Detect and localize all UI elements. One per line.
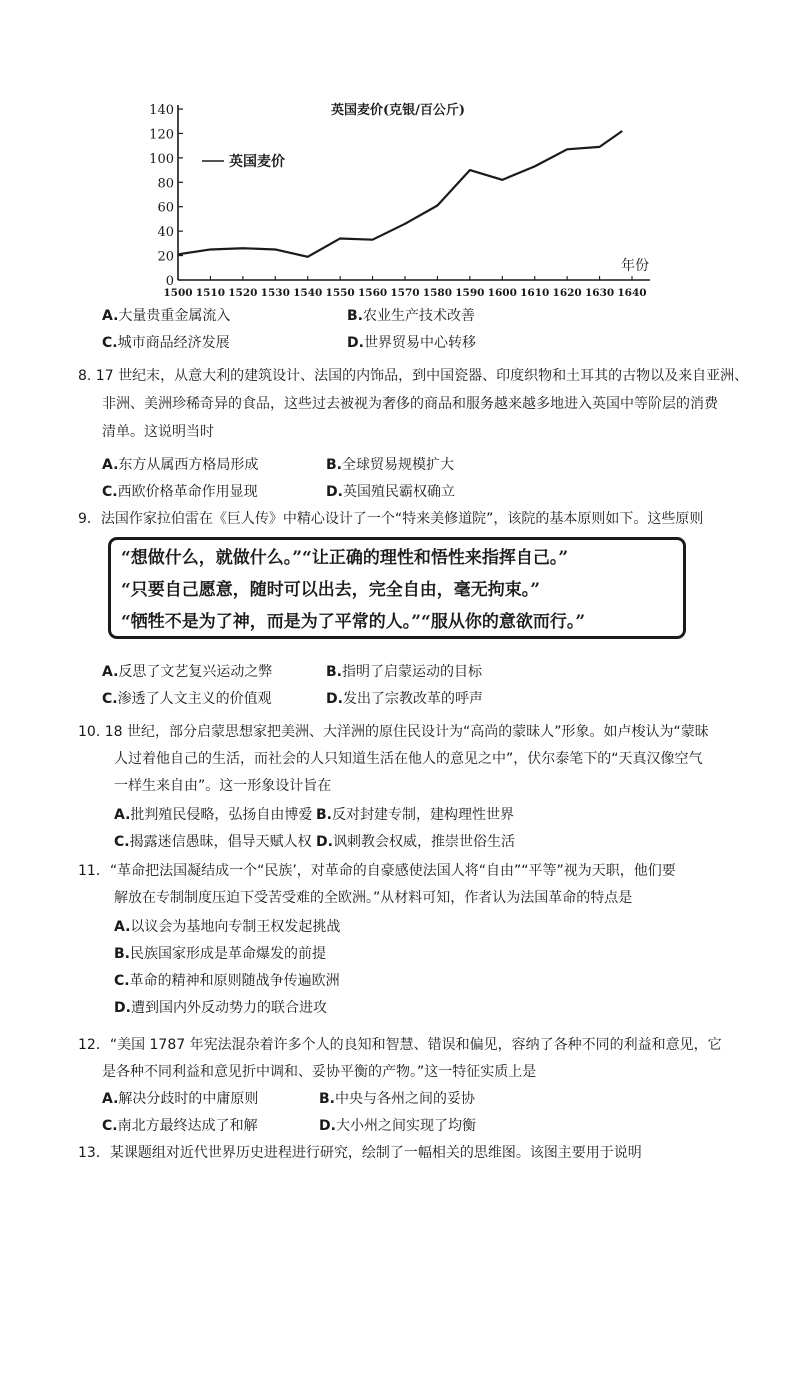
option-text: 反对封建专制，建构理性世界 <box>332 807 514 823</box>
q12-stem-line-1: 12．“美国 1787 年宪法混杂着许多个人的良知和智慧、错误和偏见，容纳了各种不同的利益和意见，它 <box>78 1037 722 1053</box>
q12-option-b[interactable] <box>319 1089 475 1109</box>
q8-option-d[interactable] <box>326 482 455 502</box>
q11-option-d[interactable] <box>114 998 327 1018</box>
x-tick-label: 1550 <box>325 287 355 299</box>
option-label: D. <box>316 834 333 850</box>
q11-stem-line-2: 解放在专制制度压迫下受苦受难的全欧洲。”从材料可知，作者认为法国革命的特点是 <box>114 890 633 906</box>
option-text: 揭露迷信愚昧，倡导天赋人权 <box>129 834 312 850</box>
x-tick-label: 1570 <box>390 287 420 299</box>
q9-quote-line-3: “牺牲不是为了神，而是为了平常的人。”“服从你的意欲而行。” <box>121 612 586 632</box>
option-text: 农业生产技术改善 <box>363 308 475 324</box>
q7-option-b[interactable] <box>347 306 475 326</box>
y-tick-label: 100 <box>149 151 174 167</box>
x-tick-label: 1540 <box>293 287 323 299</box>
option-label: D. <box>114 1000 131 1016</box>
option-text: 全球贸易规模扩大 <box>342 457 454 473</box>
option-text: 英国殖民霸权确立 <box>342 484 455 500</box>
y-tick-label: 140 <box>149 103 174 118</box>
option-label: C. <box>102 691 118 707</box>
q9-stem-line-1: 9．法国作家拉伯雷在《巨人传》中精心设计了一个“特来美修道院”，该院的基本原则如下。这些原则 <box>78 511 704 527</box>
q9-quote-line-1: “想做什么，就做什么。”“让正确的理性和悟性来指挥自己。” <box>121 548 569 568</box>
q11-option-c[interactable] <box>114 971 340 991</box>
q8-stem-line-2: 非洲、美洲珍稀奇异的食品，这些过去被视为奢侈的商品和服务越来越多地进入英国中等阶层的消费 <box>102 396 718 412</box>
q7-option-a[interactable] <box>102 306 230 326</box>
q9-option-d[interactable] <box>326 689 483 709</box>
option-label: B. <box>326 457 342 473</box>
q10-option-a[interactable] <box>114 805 312 825</box>
y-tick-label: 60 <box>157 200 174 216</box>
wheat-price-chart <box>140 95 665 300</box>
chart-title: 英国麦价(克银/百公斤) <box>330 103 466 118</box>
option-text: 城市商品经济发展 <box>117 335 230 351</box>
option-label: C. <box>114 973 130 989</box>
x-tick-label: 1610 <box>520 287 550 299</box>
q10-option-d[interactable] <box>316 832 515 852</box>
q10-stem-line-3: 一样生来自由”。这一形象设计旨在 <box>114 778 332 794</box>
option-text: 南北方最终达成了和解 <box>117 1118 258 1134</box>
option-label: B. <box>347 308 363 324</box>
x-tick-label: 1500 <box>163 287 193 299</box>
y-tick-label: 120 <box>149 127 174 143</box>
option-text: 中央与各州之间的妥协 <box>335 1091 475 1107</box>
y-tick-label: 20 <box>157 249 174 265</box>
option-label: D. <box>347 335 364 351</box>
q10-option-b[interactable] <box>316 805 514 825</box>
option-label: B. <box>319 1091 335 1107</box>
q9-quote-line-2: “只要自己愿意，随时可以出去，完全自由，毫无拘束。” <box>121 580 541 600</box>
x-tick-label: 1510 <box>195 287 226 299</box>
option-text: 解决分歧时的中庸原则 <box>118 1091 259 1107</box>
q13-stem-line-1: 13．某课题组对近代世界历史进程进行研究，绘制了一幅相关的思维图。该图主要用于说明 <box>78 1145 642 1161</box>
q8-stem-line-1: 8. 17 世纪末，从意大利的建筑设计、法国的内饰品，到中国瓷器、印度织物和土耳其的古物以及来自亚洲、 <box>78 368 749 384</box>
series-line-wheat-price <box>178 131 622 257</box>
x-tick-label: 1520 <box>228 287 258 299</box>
q9-quote-box <box>108 537 686 639</box>
option-text: 革命的精神和原则随战争传遍欧洲 <box>129 973 340 989</box>
y-tick-label: 80 <box>157 176 174 192</box>
q7-option-c[interactable] <box>102 333 230 353</box>
q9-option-b[interactable] <box>326 662 482 682</box>
x-tick-label: 1590 <box>455 287 485 299</box>
option-label: A. <box>102 1091 119 1107</box>
q12-option-c[interactable] <box>102 1116 258 1136</box>
option-label: C. <box>114 834 130 850</box>
q10-stem-line-2: 人过着他自己的生活，而社会的人只知道生活在他人的意见之中”，伏尔泰笔下的“天真汉像空气 <box>114 751 703 767</box>
q7-option-d[interactable] <box>347 333 476 353</box>
option-text: 以议会为基地向专制王权发起挑战 <box>130 919 341 935</box>
option-text: 民族国家形成是革命爆发的前提 <box>130 946 326 962</box>
q8-stem-line-3: 清单。这说明当时 <box>102 424 214 440</box>
x-tick-label: 1600 <box>487 287 517 299</box>
q12-stem-line-2: 是各种不同利益和意见折中调和、妥协平衡的产物。”这一特征实质上是 <box>102 1064 537 1080</box>
option-label: B. <box>316 807 332 823</box>
option-text: 世界贸易中心转移 <box>363 335 476 351</box>
option-label: C. <box>102 484 118 500</box>
chart-svg <box>140 95 665 300</box>
x-axis-label: 年份 <box>621 258 649 274</box>
option-label: A. <box>114 807 131 823</box>
x-tick-label: 1620 <box>552 287 582 299</box>
option-label: D. <box>326 691 343 707</box>
q12-option-d[interactable] <box>319 1116 476 1136</box>
q8-option-c[interactable] <box>102 482 258 502</box>
q11-option-a[interactable] <box>114 917 340 937</box>
option-text: 批判殖民侵略，弘扬自由博爱 <box>130 807 313 823</box>
y-tick-label: 0 <box>165 274 174 289</box>
option-text: 遭到国内外反动势力的联合进攻 <box>130 1000 327 1016</box>
option-label: A. <box>102 308 119 324</box>
option-label: D. <box>326 484 343 500</box>
option-label: A. <box>114 919 131 935</box>
q12-option-a[interactable] <box>102 1089 258 1109</box>
q11-stem-line-1: 11．“革命把法国凝结成一个“民族’，对革命的自豪感使法国人将“自由”“平等”视为天职，他们要 <box>78 863 676 879</box>
x-tick-label: 1560 <box>357 287 388 299</box>
option-text: 东方从属西方格局形成 <box>118 457 259 473</box>
legend-label: 英国麦价 <box>229 154 285 170</box>
option-text: 西欧价格革命作用显现 <box>117 484 258 500</box>
option-text: 指明了启蒙运动的目标 <box>342 664 482 680</box>
option-text: 大小州之间实现了均衡 <box>335 1118 476 1134</box>
option-text: 发出了宗教改革的呼声 <box>342 691 483 707</box>
q9-option-a[interactable] <box>102 662 272 682</box>
q8-option-a[interactable] <box>102 455 258 475</box>
option-text: 大量贵重金属流入 <box>118 308 231 324</box>
option-label: A. <box>102 664 119 680</box>
x-tick-label: 1530 <box>260 287 290 299</box>
option-text: 反思了文艺复兴运动之弊 <box>118 664 273 680</box>
y-tick-label: 40 <box>157 225 174 241</box>
q10-stem-line-1: 10. 18 世纪，部分启蒙思想家把美洲、大洋洲的原住民设计为“高尚的蒙昧人”形象。如卢梭认为“蒙昧 <box>78 724 709 740</box>
option-label: D. <box>319 1118 336 1134</box>
q10-option-c[interactable] <box>114 832 312 852</box>
q8-option-b[interactable] <box>326 455 454 475</box>
option-label: B. <box>326 664 342 680</box>
option-label: A. <box>102 457 119 473</box>
option-text: 讽刺教会权威，推崇世俗生活 <box>332 834 515 850</box>
option-label: C. <box>102 335 118 351</box>
option-text: 渗透了人文主义的价值观 <box>117 691 272 707</box>
option-label: C. <box>102 1118 118 1134</box>
x-tick-label: 1640 <box>617 287 647 299</box>
x-tick-label: 1580 <box>422 287 453 299</box>
option-label: B. <box>114 946 130 962</box>
q11-option-b[interactable] <box>114 944 326 964</box>
q9-option-c[interactable] <box>102 689 272 709</box>
x-tick-label: 1630 <box>584 287 615 299</box>
